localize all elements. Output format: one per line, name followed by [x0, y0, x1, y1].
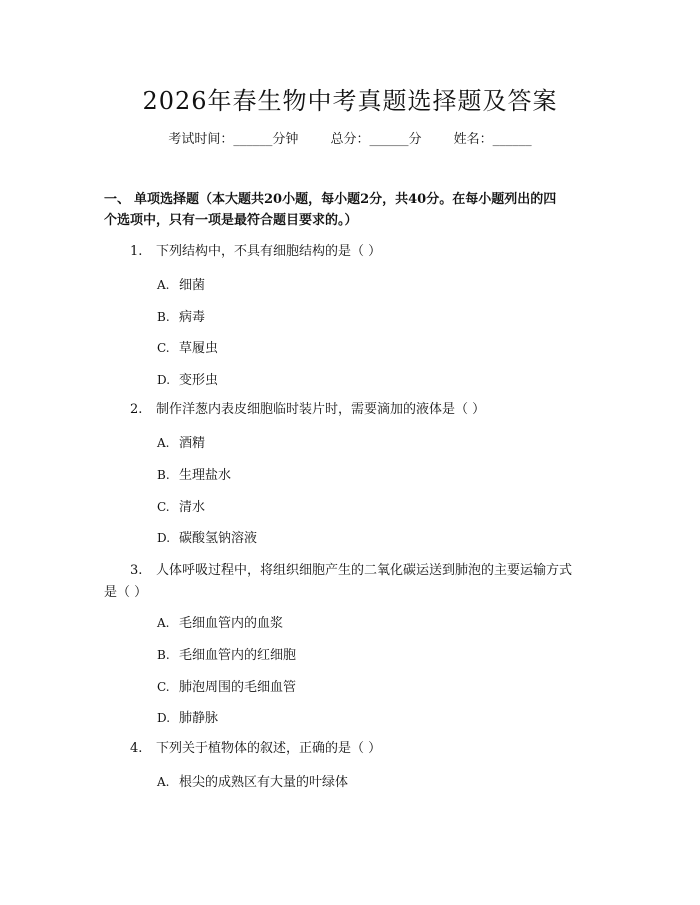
section-text-line1: 单项选择题（本大题共20小题，每小题2分，共40分。在每小题列出的四: [134, 192, 557, 207]
question-4-option-a: [157, 772, 348, 793]
question-4: [104, 738, 604, 760]
option-text: 草履虫: [179, 341, 219, 356]
option-letter: C.: [157, 341, 170, 355]
question-text: 下列关于植物体的叙述，正确的是（ ）: [156, 741, 382, 756]
option-text: 酒精: [179, 436, 206, 451]
section-heading-line1: [104, 189, 604, 210]
option-text: 肺泡周围的毛细血管: [179, 680, 297, 695]
option-letter: D.: [157, 711, 171, 725]
question-2-option-c: [157, 497, 205, 518]
option-text: 碳酸氢钠溶液: [179, 531, 258, 546]
question-3-option-b: [157, 645, 296, 666]
question-3-option-d: [157, 708, 218, 729]
question-number: 4.: [130, 741, 143, 756]
option-text: 毛细血管内的红细胞: [179, 648, 297, 663]
option-text: 清水: [179, 500, 206, 515]
option-letter: D.: [157, 373, 171, 387]
option-letter: A.: [157, 436, 170, 450]
total-score-field: 总分：______分: [330, 132, 422, 147]
question-1-option-b: [157, 307, 205, 328]
option-letter: A.: [157, 616, 170, 630]
question-3: [104, 560, 604, 604]
option-text: 毛细血管内的血浆: [179, 616, 284, 631]
question-2-option-a: [157, 433, 205, 454]
section-number: 一、: [104, 192, 131, 207]
option-letter: C.: [157, 500, 170, 514]
question-text-line2: 是（ ）: [104, 585, 148, 600]
question-text-line1: 人体呼吸过程中，将组织细胞产生的二氧化碳运送到肺泡的主要运输方式: [156, 563, 573, 578]
option-letter: B.: [157, 648, 170, 662]
question-number: 2.: [130, 402, 143, 417]
question-1-option-c: [157, 338, 218, 359]
option-text: 病毒: [179, 310, 206, 325]
question-1-option-a: [157, 275, 205, 296]
question-3-option-c: [157, 677, 296, 698]
option-text: 细菌: [179, 278, 206, 293]
option-text: 变形虫: [179, 373, 219, 388]
question-2-option-d: [157, 528, 257, 549]
option-letter: D.: [157, 531, 171, 545]
name-field: 姓名：______: [453, 132, 532, 147]
option-letter: B.: [157, 468, 170, 482]
exam-meta: [0, 130, 700, 150]
option-letter: A.: [157, 278, 170, 292]
question-text: 下列结构中，不具有细胞结构的是（ ）: [156, 244, 382, 259]
question-3-option-a: [157, 613, 283, 634]
option-letter: A.: [157, 775, 170, 789]
option-text: 生理盐水: [179, 468, 232, 483]
option-text: 根尖的成熟区有大量的叶绿体: [179, 775, 349, 790]
question-number: 3.: [130, 563, 143, 578]
section-text-line2: 个选项中，只有一项是最符合题目要求的。）: [104, 213, 358, 228]
question-2-option-b: [157, 465, 231, 486]
exam-time-field: 考试时间：______分钟: [168, 132, 299, 147]
question-1-option-d: [157, 370, 218, 391]
section-heading: [104, 189, 604, 231]
question-2: [104, 399, 604, 421]
option-letter: C.: [157, 680, 170, 694]
document-title: 2026年春生物中考真题选择题及答案: [142, 87, 558, 115]
question-1: [104, 241, 604, 263]
question-text: 制作洋葱内表皮细胞临时装片时，需要滴加的液体是（ ）: [156, 402, 486, 417]
option-letter: B.: [157, 310, 170, 324]
option-text: 肺静脉: [179, 711, 219, 726]
question-3-line1: [104, 560, 604, 582]
question-number: 1.: [130, 244, 143, 259]
